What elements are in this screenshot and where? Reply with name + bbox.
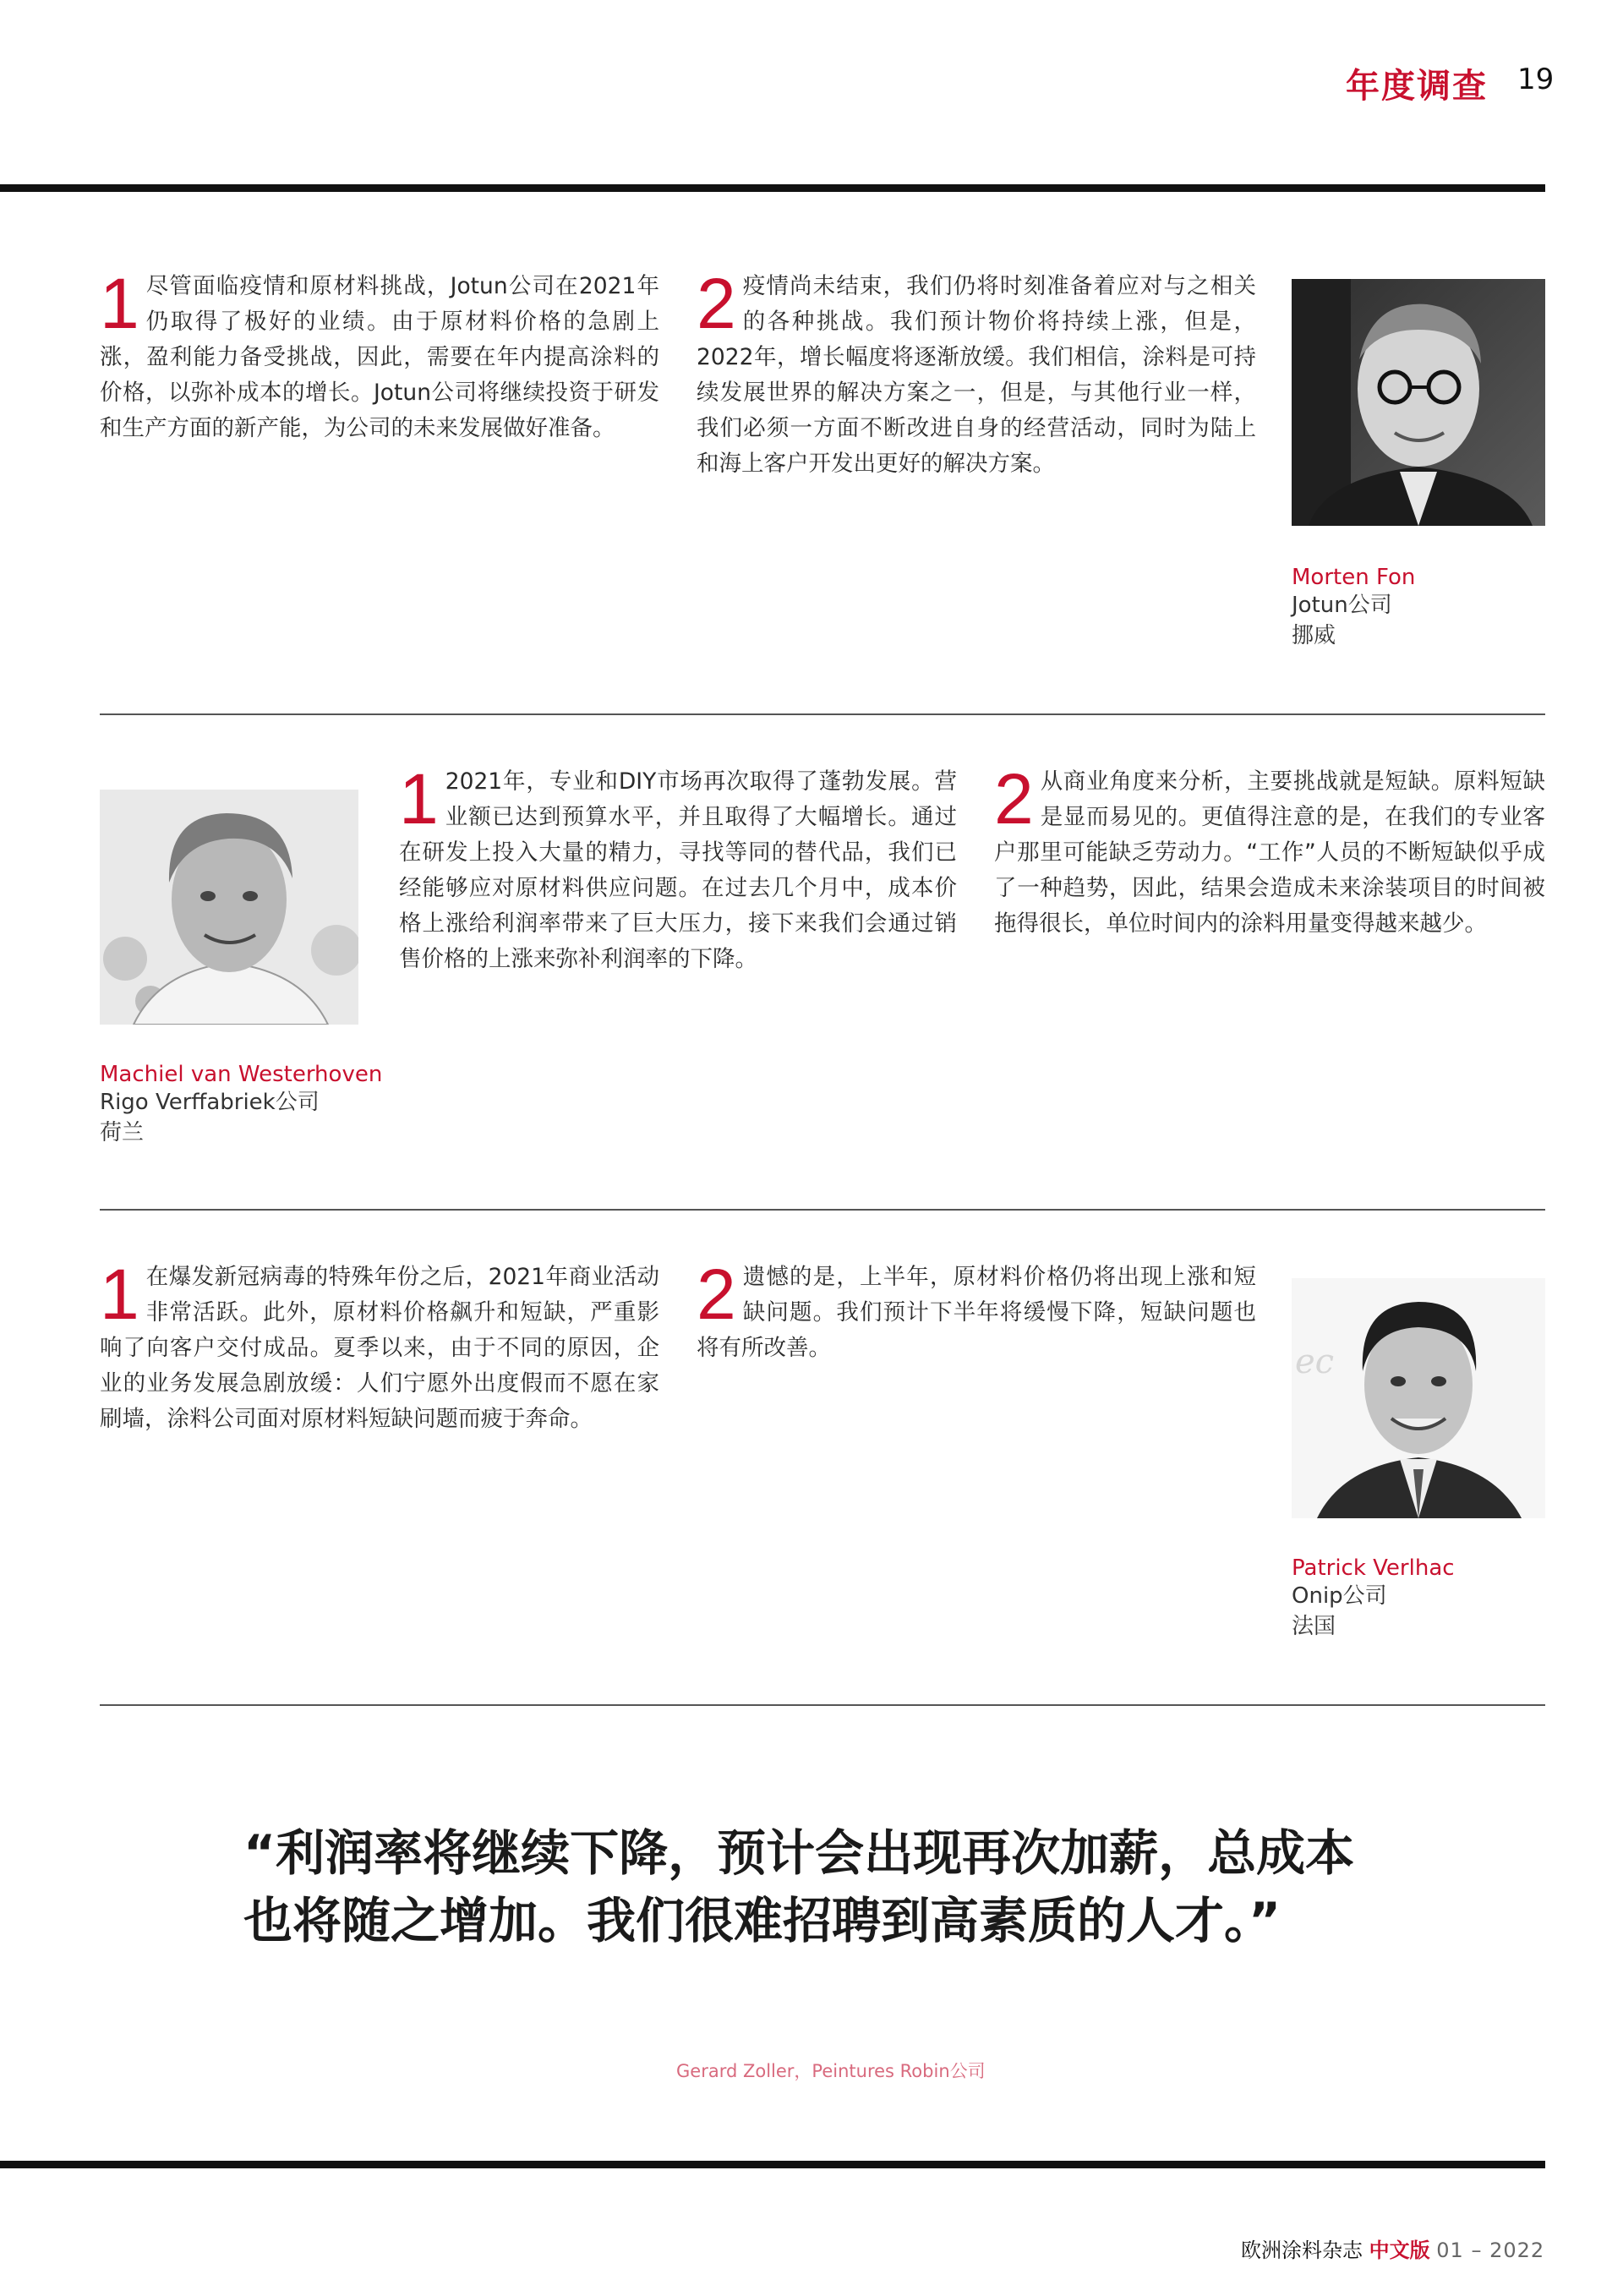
person-country: 挪威 — [1292, 623, 1336, 648]
magazine-name: 欧洲涂料杂志 — [1241, 2239, 1363, 2262]
entry3-answer1: 1 在爆发新冠病毒的特殊年份之后，2021年商业活动非常活跃。此外，原材料价格飙升和短缺，严重影响了向客户交付成品。夏季以来，由于不同的原因，企业的业务发展急剧放缓：人们宁愿外出度假而不愿在家刷墙，涂料公司面对原材料短缺问题而疲于奔命。 — [100, 1255, 659, 1432]
person-company: Onip公司 — [1292, 1583, 1387, 1609]
person-portrait-icon — [100, 790, 358, 1025]
caption-machiel-van-westerhoven — [100, 1062, 404, 1148]
photo-watermark: ec — [1295, 1342, 1335, 1381]
person-country: 荷兰 — [100, 1120, 145, 1145]
page-number: 19 — [1517, 63, 1555, 96]
answer-number-1: 1 — [399, 759, 439, 839]
divider-1 — [100, 713, 1545, 715]
answer-number-1: 1 — [100, 264, 139, 343]
entry2-answer1: 1 2021年，专业和DIY市场再次取得了蓬勃发展。营业额已达到预算水平，并且取得了大幅增长。通过在研发上投入大量的精力，寻找等同的替代品，我们已经能够应对原材料供应问题。在过去几个月中，成本价格上涨给利润率带来了巨大压力，接下来我们会通过销售价格的上涨来弥补利润率的下降。 — [399, 759, 957, 972]
divider-3 — [100, 1704, 1545, 1706]
pull-quote-line-1: “利润率将继续下降，预计会出现再次加薪，总成本 — [243, 1824, 1355, 1882]
edition-label: 中文版 — [1369, 2239, 1430, 2262]
answer-number-2: 2 — [994, 759, 1034, 839]
footer-credit — [1241, 2233, 1544, 2263]
answer-number-2: 2 — [697, 264, 736, 343]
footer-rule — [0, 2161, 1545, 2168]
portrait-morten-fon — [1292, 279, 1545, 526]
entry1-answer2: 2 疫情尚未结束，我们仍将时刻准备着应对与之相关的各种挑战。我们预计物价将持续上涨，但是，2022年，增长幅度将逐渐放缓。我们相信，涂料是可持续发展世界的解决方案之一，但是，与其他行业一样，我们必须一方面不断改进自身的经营活动，同时为陆上和海上客户开发出更好的解决方案。 — [697, 264, 1256, 477]
person-portrait-icon — [1292, 1278, 1545, 1518]
person-name: Patrick Verlhac — [1292, 1555, 1455, 1581]
portrait-machiel-van-westerhoven — [100, 790, 358, 1025]
entry2-answer2: 2 从商业角度来分析，主要挑战就是短缺。原料短缺是显而易见的。更值得注意的是，在我们的专业客户那里可能缺乏劳动力。“工作”人员的不断短缺似乎成了一种趋势，因此，结果会造成未来涂装项目的时间被拖得很长，单位时间内的涂料用量变得越来越少。 — [994, 759, 1545, 937]
caption-patrick-verlhac — [1292, 1555, 1545, 1642]
person-name: Machiel van Westerhoven — [100, 1062, 383, 1087]
person-company: Jotun公司 — [1292, 593, 1392, 618]
entry3-answer2: 2 遗憾的是，上半年，原材料价格仍将出现上涨和短缺问题。我们预计下半年将缓慢下降，短缺问题也将有所改善。 — [697, 1255, 1256, 1361]
caption-morten-fon — [1292, 565, 1545, 651]
answer-number-1: 1 — [100, 1255, 139, 1334]
pull-quote-line-2: 也将随之增加。我们很难招聘到高素质的人才。” — [243, 1892, 1281, 1949]
entry1-answer1: 1 尽管面临疫情和原材料挑战，Jotun公司在2021年仍取得了极好的业绩。由于原材料价格的急剧上涨，盈利能力备受挑战，因此，需要在年内提高涂料的价格，以弥补成本的增长。Jotun公司将继续投资于研发和生产方面的新产能，为公司的未来发展做好准备。 — [100, 264, 659, 441]
person-name: Morten Fon — [1292, 565, 1416, 590]
quote-attribution: Gerard Zoller，Peintures Robin公司 — [676, 2061, 986, 2081]
header-rule — [0, 184, 1545, 192]
person-company: Rigo Verffabriek公司 — [100, 1090, 320, 1115]
divider-2 — [100, 1209, 1545, 1211]
person-portrait-icon — [1292, 279, 1545, 526]
answer-number-2: 2 — [697, 1255, 736, 1334]
person-country: 法国 — [1292, 1614, 1336, 1639]
section-title: 年度调查 — [1346, 67, 1488, 106]
issue-number: 01 – 2022 — [1436, 2239, 1545, 2262]
pull-quote — [243, 1819, 1545, 1954]
portrait-patrick-verlhac — [1292, 1278, 1545, 1518]
